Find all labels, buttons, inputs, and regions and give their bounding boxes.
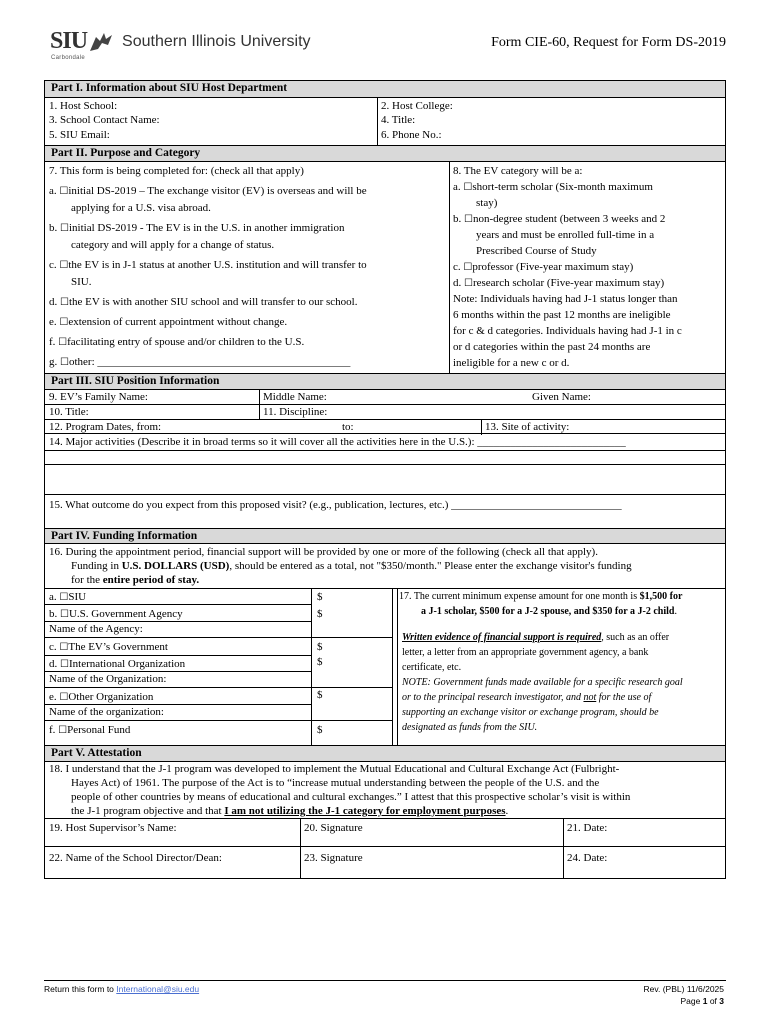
part1-fields: [45, 97, 725, 145]
blank-line-2[interactable]: [45, 464, 725, 494]
option-b-cont: category and will apply for a change of status.: [71, 239, 275, 251]
school-contact-field[interactable]: 3. School Contact Name:: [49, 114, 160, 126]
university-name: Southern Illinois University: [122, 32, 311, 50]
attest-line1: 18. I understand that the J-1 program was developed to implement the Mutual Educational and Cultural Exchange Act (Fulbright-: [49, 763, 620, 775]
logo-sub: Carbondale: [51, 55, 86, 61]
ev-title-field[interactable]: 10. Title:: [49, 406, 89, 418]
supervisor-date-field[interactable]: 21. Date:: [567, 822, 608, 834]
note-line1: Note: Individuals having had J-1 status longer than: [453, 293, 678, 305]
fund-siu[interactable]: a. ☐SIU: [49, 591, 87, 603]
funding-block: [45, 588, 725, 745]
host-college-field[interactable]: 2. Host College:: [381, 100, 453, 112]
note-line5: ineligible for a new c or d.: [453, 357, 570, 369]
part5-header: Part V. Attestation: [45, 745, 725, 761]
option-c-cont: SIU.: [71, 276, 92, 288]
gov-note-line3: supporting an exchange visitor or exchange program, should be: [402, 707, 659, 718]
q16-line1: 16. During the appointment period, financial support will be provided by one or more of the following (check all that apply).: [49, 546, 598, 558]
siu-amount[interactable]: $: [317, 591, 323, 603]
evgov-amount[interactable]: $: [317, 641, 323, 653]
evidence-line3: certificate, etc.: [402, 662, 462, 673]
cat-b[interactable]: b. ☐non-degree student (between 3 weeks and 2: [453, 213, 666, 225]
cat-a-cont: stay): [476, 197, 498, 209]
return-instruction: Return this form to International@siu.edu: [44, 984, 200, 994]
q8-label: 8. The EV category will be a:: [453, 165, 583, 177]
option-b[interactable]: b. ☐initial DS-2019 - The EV is in the U.S. in another immigration: [49, 222, 345, 234]
form-table: [44, 80, 726, 762]
part3-header: Part III. SIU Position Information: [45, 373, 725, 389]
supervisor-name-field[interactable]: 19. Host Supervisor’s Name:: [49, 822, 177, 834]
supervisor-signature-field[interactable]: 20. Signature: [304, 822, 363, 834]
cat-b-cont2: Prescribed Course of Study: [476, 245, 597, 257]
director-signature-field[interactable]: 23. Signature: [304, 852, 363, 864]
option-a-cont: applying for a U.S. visa abroad.: [71, 202, 211, 214]
note-line2: 6 months within the past 12 months are ineligible: [453, 309, 671, 321]
page-number: Page 1 of 3: [680, 996, 724, 1006]
fund-other[interactable]: e. ☐Other Organization: [49, 691, 154, 703]
discipline-field[interactable]: 11. Discipline:: [263, 406, 328, 418]
fund-usgov[interactable]: b. ☐U.S. Government Agency: [49, 608, 183, 620]
cat-c[interactable]: c. ☐professor (Five-year maximum stay): [453, 261, 634, 273]
attest-line4: the J-1 program objective and that I am not utilizing the J-1 category for employment purposes.: [71, 805, 509, 817]
email-link[interactable]: International@siu.edu: [116, 984, 200, 994]
given-name-field[interactable]: Given Name:: [532, 391, 591, 403]
host-school-field[interactable]: 1. Host School:: [49, 100, 118, 112]
agency-name-field[interactable]: Name of the Agency:: [49, 623, 143, 635]
part2-body: [45, 161, 725, 375]
q16-line2: Funding in U.S. DOLLARS (USD), should be entered as a total, not "$350/month." Please enter the exchange visitor's funding: [71, 560, 632, 572]
outcome-field[interactable]: 15. What outcome do you expect from this proposed visit? (e.g., publication, lectures, etc.) _______________________________: [49, 499, 622, 511]
logo-mark: SIU: [50, 28, 88, 54]
phone-field[interactable]: 6. Phone No.:: [381, 129, 442, 141]
cat-a[interactable]: a. ☐short-term scholar (Six-month maximum: [453, 181, 653, 193]
note-17: 17. The current minimum expense amount for one month is $1,500 for: [399, 591, 683, 602]
cat-b-cont1: years and must be enrolled full-time in a: [476, 229, 655, 241]
site-field[interactable]: 13. Site of activity:: [485, 421, 570, 433]
program-to-field[interactable]: to:: [342, 421, 354, 433]
director-date-field[interactable]: 24. Date:: [567, 852, 608, 864]
cat-d[interactable]: d. ☐research scholar (Five-year maximum stay): [453, 277, 665, 289]
major-activities-field[interactable]: 14. Major activities (Describe it in broad terms so it will cover all the activities here in the U.S.): ___________________________: [49, 436, 626, 448]
fund-intl[interactable]: d. ☐International Organization: [49, 658, 186, 670]
siu-logo: [50, 28, 311, 61]
attest-line2: Hayes Act) of 1961. The purpose of the Act is to “increase mutual understanding between the people of the U.S. and the: [71, 777, 600, 789]
title-field[interactable]: 4. Title:: [381, 114, 416, 126]
fund-evgov[interactable]: c. ☐The EV’s Government: [49, 641, 168, 653]
revision-info: Rev. (PBL) 11/6/2025: [643, 984, 724, 994]
row-15: [45, 494, 725, 528]
usgov-amount[interactable]: $: [317, 608, 323, 620]
note-line3: for c & d categories. Individuals having had J-1 in c: [453, 325, 682, 337]
family-name-field[interactable]: 9. EV’s Family Name:: [49, 391, 148, 403]
q7-label: 7. This form is being completed for: (check all that apply): [49, 165, 304, 177]
personal-amount[interactable]: $: [317, 724, 323, 736]
row-10: [45, 404, 725, 419]
fund-personal[interactable]: f. ☐Personal Fund: [49, 724, 131, 736]
blank-line-1[interactable]: [45, 450, 725, 464]
org-name-field-2[interactable]: Name of the organization:: [49, 706, 164, 718]
option-a[interactable]: a. ☐initial DS-2019 – The exchange visitor (EV) is overseas and will be: [49, 185, 367, 197]
evidence-note: Written evidence of financial support is required, such as an offer: [402, 632, 670, 643]
option-g[interactable]: g. ☐other: ______________________________________________: [49, 356, 351, 368]
q16: [45, 543, 725, 588]
row-12: [45, 419, 725, 434]
gov-note-line4: designated as funds from the SIU.: [402, 722, 538, 733]
option-f[interactable]: f. ☐facilitating entry of spouse and/or children to the U.S.: [49, 336, 305, 348]
other-amount[interactable]: $: [317, 689, 323, 701]
note-17-cont: a J-1 scholar, $500 for a J-2 spouse, and $350 for a J-2 child.: [421, 606, 677, 617]
evidence-line2: letter, a letter from an appropriate government agency, a bank: [402, 647, 649, 658]
option-c[interactable]: c. ☐the EV is in J-1 status at another U.S. institution and will transfer to: [49, 259, 367, 271]
saluki-icon: [88, 31, 114, 53]
siu-email-field[interactable]: 5. SIU Email:: [49, 129, 110, 141]
attestation-block: [44, 760, 726, 879]
part2-header: Part II. Purpose and Category: [45, 145, 725, 161]
gov-note-line1: NOTE: Government funds made available for a specific research goal: [402, 677, 683, 688]
attest-line3: people of other countries by means of educational and cultural exchanges.” I attest that this prospective scholar’s visit is within: [71, 791, 631, 803]
note-line4: or d categories within the past 24 months are: [453, 341, 651, 353]
program-from-field[interactable]: 12. Program Dates, from:: [49, 421, 162, 433]
option-d[interactable]: d. ☐the EV is with another SIU school and will transfer to our school.: [49, 296, 358, 308]
intl-amount[interactable]: $: [317, 656, 323, 668]
row-9: [45, 389, 725, 404]
org-name-field[interactable]: Name of the Organization:: [49, 673, 167, 685]
middle-name-field[interactable]: Middle Name:: [263, 391, 327, 403]
q16-line3: for the entire period of stay.: [71, 574, 200, 586]
form-title: Form CIE-60, Request for Form DS-2019: [491, 35, 726, 50]
director-name-field[interactable]: 22. Name of the School Director/Dean:: [49, 852, 222, 864]
gov-note-line2: or to the principal research investigator, and not for the use of: [402, 692, 652, 703]
part1-header: Part I. Information about SIU Host Department: [45, 81, 725, 97]
part4-header: Part IV. Funding Information: [45, 528, 725, 543]
option-e[interactable]: e. ☐extension of current appointment without change.: [49, 316, 288, 328]
row-14: [45, 433, 725, 450]
